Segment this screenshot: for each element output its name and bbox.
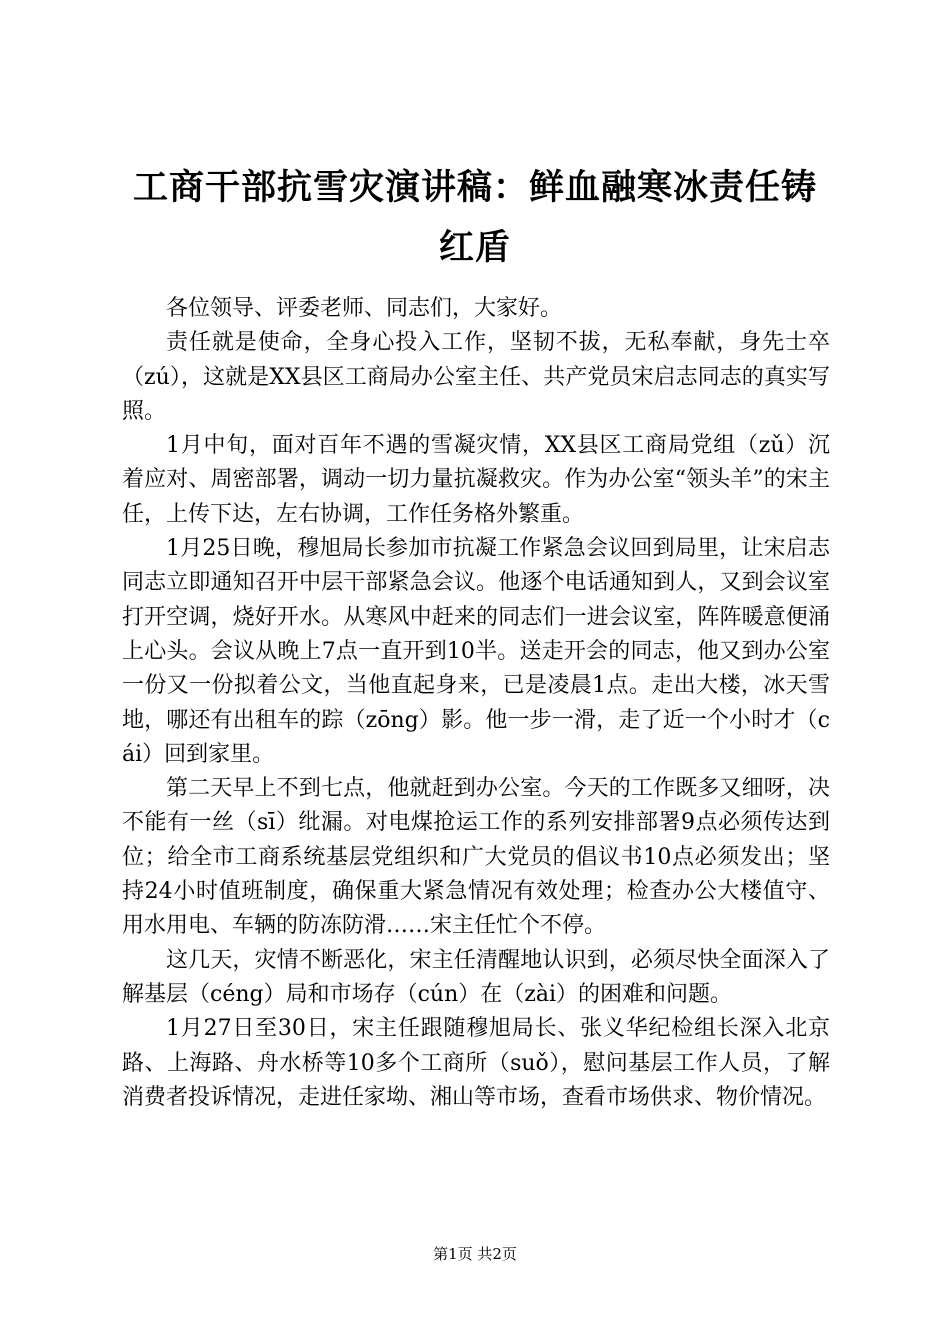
document-body [122, 292, 830, 1115]
paragraph-these-days: 这几天，灾情不断恶化，宋主任清醒地认识到，必须尽快全面深入了解基层（céng）局和市场存（cún）在（zài）的困难和问题。 [122, 947, 830, 1007]
paragraph-mid-january: 1月中旬，面对百年不遇的雪凝灾情，XX县区工商局党组（zǔ）沉着应对、周密部署，调动一切力量抗凝救灾。作为办公室“领头羊”的宋主任，上传下达，左右协调，工作任务格外繁重。 [122, 433, 830, 527]
paragraph-intro: 责任就是使命，全身心投入工作，坚韧不拔，无私奉献，身先士卒（zú），这就是XX县区工商局办公室主任、共产党员宋启志同志的真实写照。 [122, 330, 830, 424]
paragraph-next-day: 第二天早上不到七点，他就赶到办公室。今天的工作既多又细呀，决不能有一丝（sī）纰漏。对电煤抢运工作的系列安排部署9点必须传达到位；给全市工商系统基层党组织和广大党员的倡议书10点必须发出；坚持24小时值班制度，确保重大紧急情况有效处理；检查办公大楼值守、用水用电、车辆的防冻防滑……宋主任忙个不停。 [122, 776, 830, 939]
paragraph-greeting: 各位领导、评委老师、同志们，大家好。 [166, 296, 563, 321]
paragraph-january-27-30: 1月27日至30日，宋主任跟随穆旭局长、张义华纪检组长深入北京路、上海路、舟水桥等10多个工商所（suǒ），慰问基层工作人员，了解消费者投诉情况，走进任家坳、湘山等市场，查看市场供求、物价情况。 [122, 1016, 830, 1110]
document-title: 工商干部抗雪灾演讲稿：鲜血融寒冰责任铸红盾 [132, 168, 817, 268]
paragraph-january-25: 1月25日晚，穆旭局长参加市抗凝工作紧急会议回到局里，让宋启志同志立即通知召开中层干部紧急会议。他逐个电话通知到人，又到会议室打开空调，烧好开水。从寒风中赶来的同志们一进会议室，阵阵暖意便涌上心头。会议从晚上7点一直开到10半。送走开会的同志，他又到办公室一份又一份拟着公文，当他直起身来，已是凌晨1点。走出大楼，冰天雪地，哪还有出租车的踪（zōng）影。他一步一滑，走了近一个小时才（cái）回到家里。 [122, 536, 830, 767]
page-number-footer: 第1页 共2页 [433, 1245, 517, 1263]
